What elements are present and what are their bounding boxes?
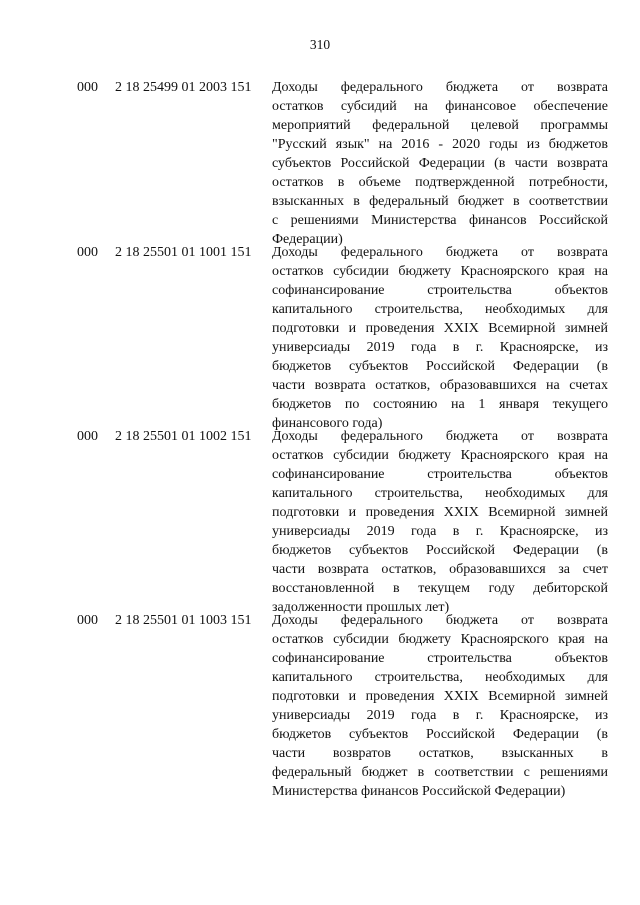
budget-classification-code: 2 18 25501 01 1002 151 (115, 429, 252, 444)
description-line: Министерства финансов Российской Федерации) (272, 784, 566, 799)
description-line: подготовки и проведения XXIX Всемирной зимней (272, 689, 608, 704)
description-line: Доходы федерального бюджета от возврата (272, 429, 608, 444)
description-line: Доходы федерального бюджета от возврата (272, 613, 608, 628)
description-line: задолженности прошлых лет) (272, 600, 450, 615)
description-line: софинансирование строительства объектов (272, 651, 608, 666)
description-line: финансового года) (272, 416, 383, 431)
description-line: остатков субсидии бюджету Красноярского края на (272, 264, 608, 279)
admin-code: 000 (77, 613, 98, 628)
description-line: универсиады 2019 года в г. Красноярске, из (272, 340, 608, 355)
budget-classification-code: 2 18 25501 01 1001 151 (115, 245, 252, 260)
description-line: остатков в объеме подтвержденной потребности, (272, 175, 608, 190)
description-line: универсиады 2019 года в г. Красноярске, из (272, 524, 608, 539)
description-line: остатков субсидии бюджету Красноярского края на (272, 632, 608, 647)
description-line: Доходы федерального бюджета от возврата (272, 245, 608, 260)
description-line: восстановленной в текущем году дебиторской (272, 581, 608, 596)
entry-description (272, 78, 608, 249)
description-line: части возврата остатков, образовавшихся за счет (272, 562, 608, 577)
description-line: Федерации) (272, 232, 343, 247)
description-line: бюджетов субъектов Российской Федерации (в (272, 727, 608, 742)
admin-code: 000 (77, 245, 98, 260)
description-line: мероприятий федеральной целевой программы (272, 118, 608, 133)
description-line: капитального строительства, необходимых для (272, 670, 608, 685)
description-line: части возврата остатков, образовавшихся на счетах (272, 378, 608, 393)
description-line: софинансирование строительства объектов (272, 467, 608, 482)
description-line: взысканных в федеральный бюджет в соответствии (272, 194, 608, 209)
description-line: субъектов Российской Федерации (в части возврата (272, 156, 608, 171)
description-line: "Русский язык" на 2016 - 2020 годы из бюджетов (272, 137, 608, 152)
description-line: софинансирование строительства объектов (272, 283, 608, 298)
description-line: капитального строительства, необходимых для (272, 486, 608, 501)
budget-classification-code: 2 18 25499 01 2003 151 (115, 80, 252, 95)
description-line: Доходы федерального бюджета от возврата (272, 80, 608, 95)
admin-code: 000 (77, 80, 98, 95)
entry-description (272, 427, 608, 617)
description-line: бюджетов субъектов Российской Федерации (в (272, 543, 608, 558)
description-line: части возвратов остатков, взысканных в (272, 746, 608, 761)
description-line: бюджетов по состоянию на 1 января текущего (272, 397, 608, 412)
entry-description (272, 611, 608, 801)
description-line: подготовки и проведения XXIX Всемирной зимней (272, 321, 608, 336)
description-line: подготовки и проведения XXIX Всемирной зимней (272, 505, 608, 520)
page-number: 310 (309, 37, 331, 52)
description-line: остатков субсидии бюджету Красноярского края на (272, 448, 608, 463)
description-line: бюджетов субъектов Российской Федерации (в (272, 359, 608, 374)
admin-code: 000 (77, 429, 98, 444)
description-line: остатков субсидий на финансовое обеспечение (272, 99, 608, 114)
description-line: капитального строительства, необходимых для (272, 302, 608, 317)
description-line: с решениями Министерства финансов Российской (272, 213, 608, 228)
budget-classification-code: 2 18 25501 01 1003 151 (115, 613, 252, 628)
description-line: федеральный бюджет в соответствии с решениями (272, 765, 608, 780)
entry-description (272, 243, 608, 433)
description-line: универсиады 2019 года в г. Красноярске, из (272, 708, 608, 723)
